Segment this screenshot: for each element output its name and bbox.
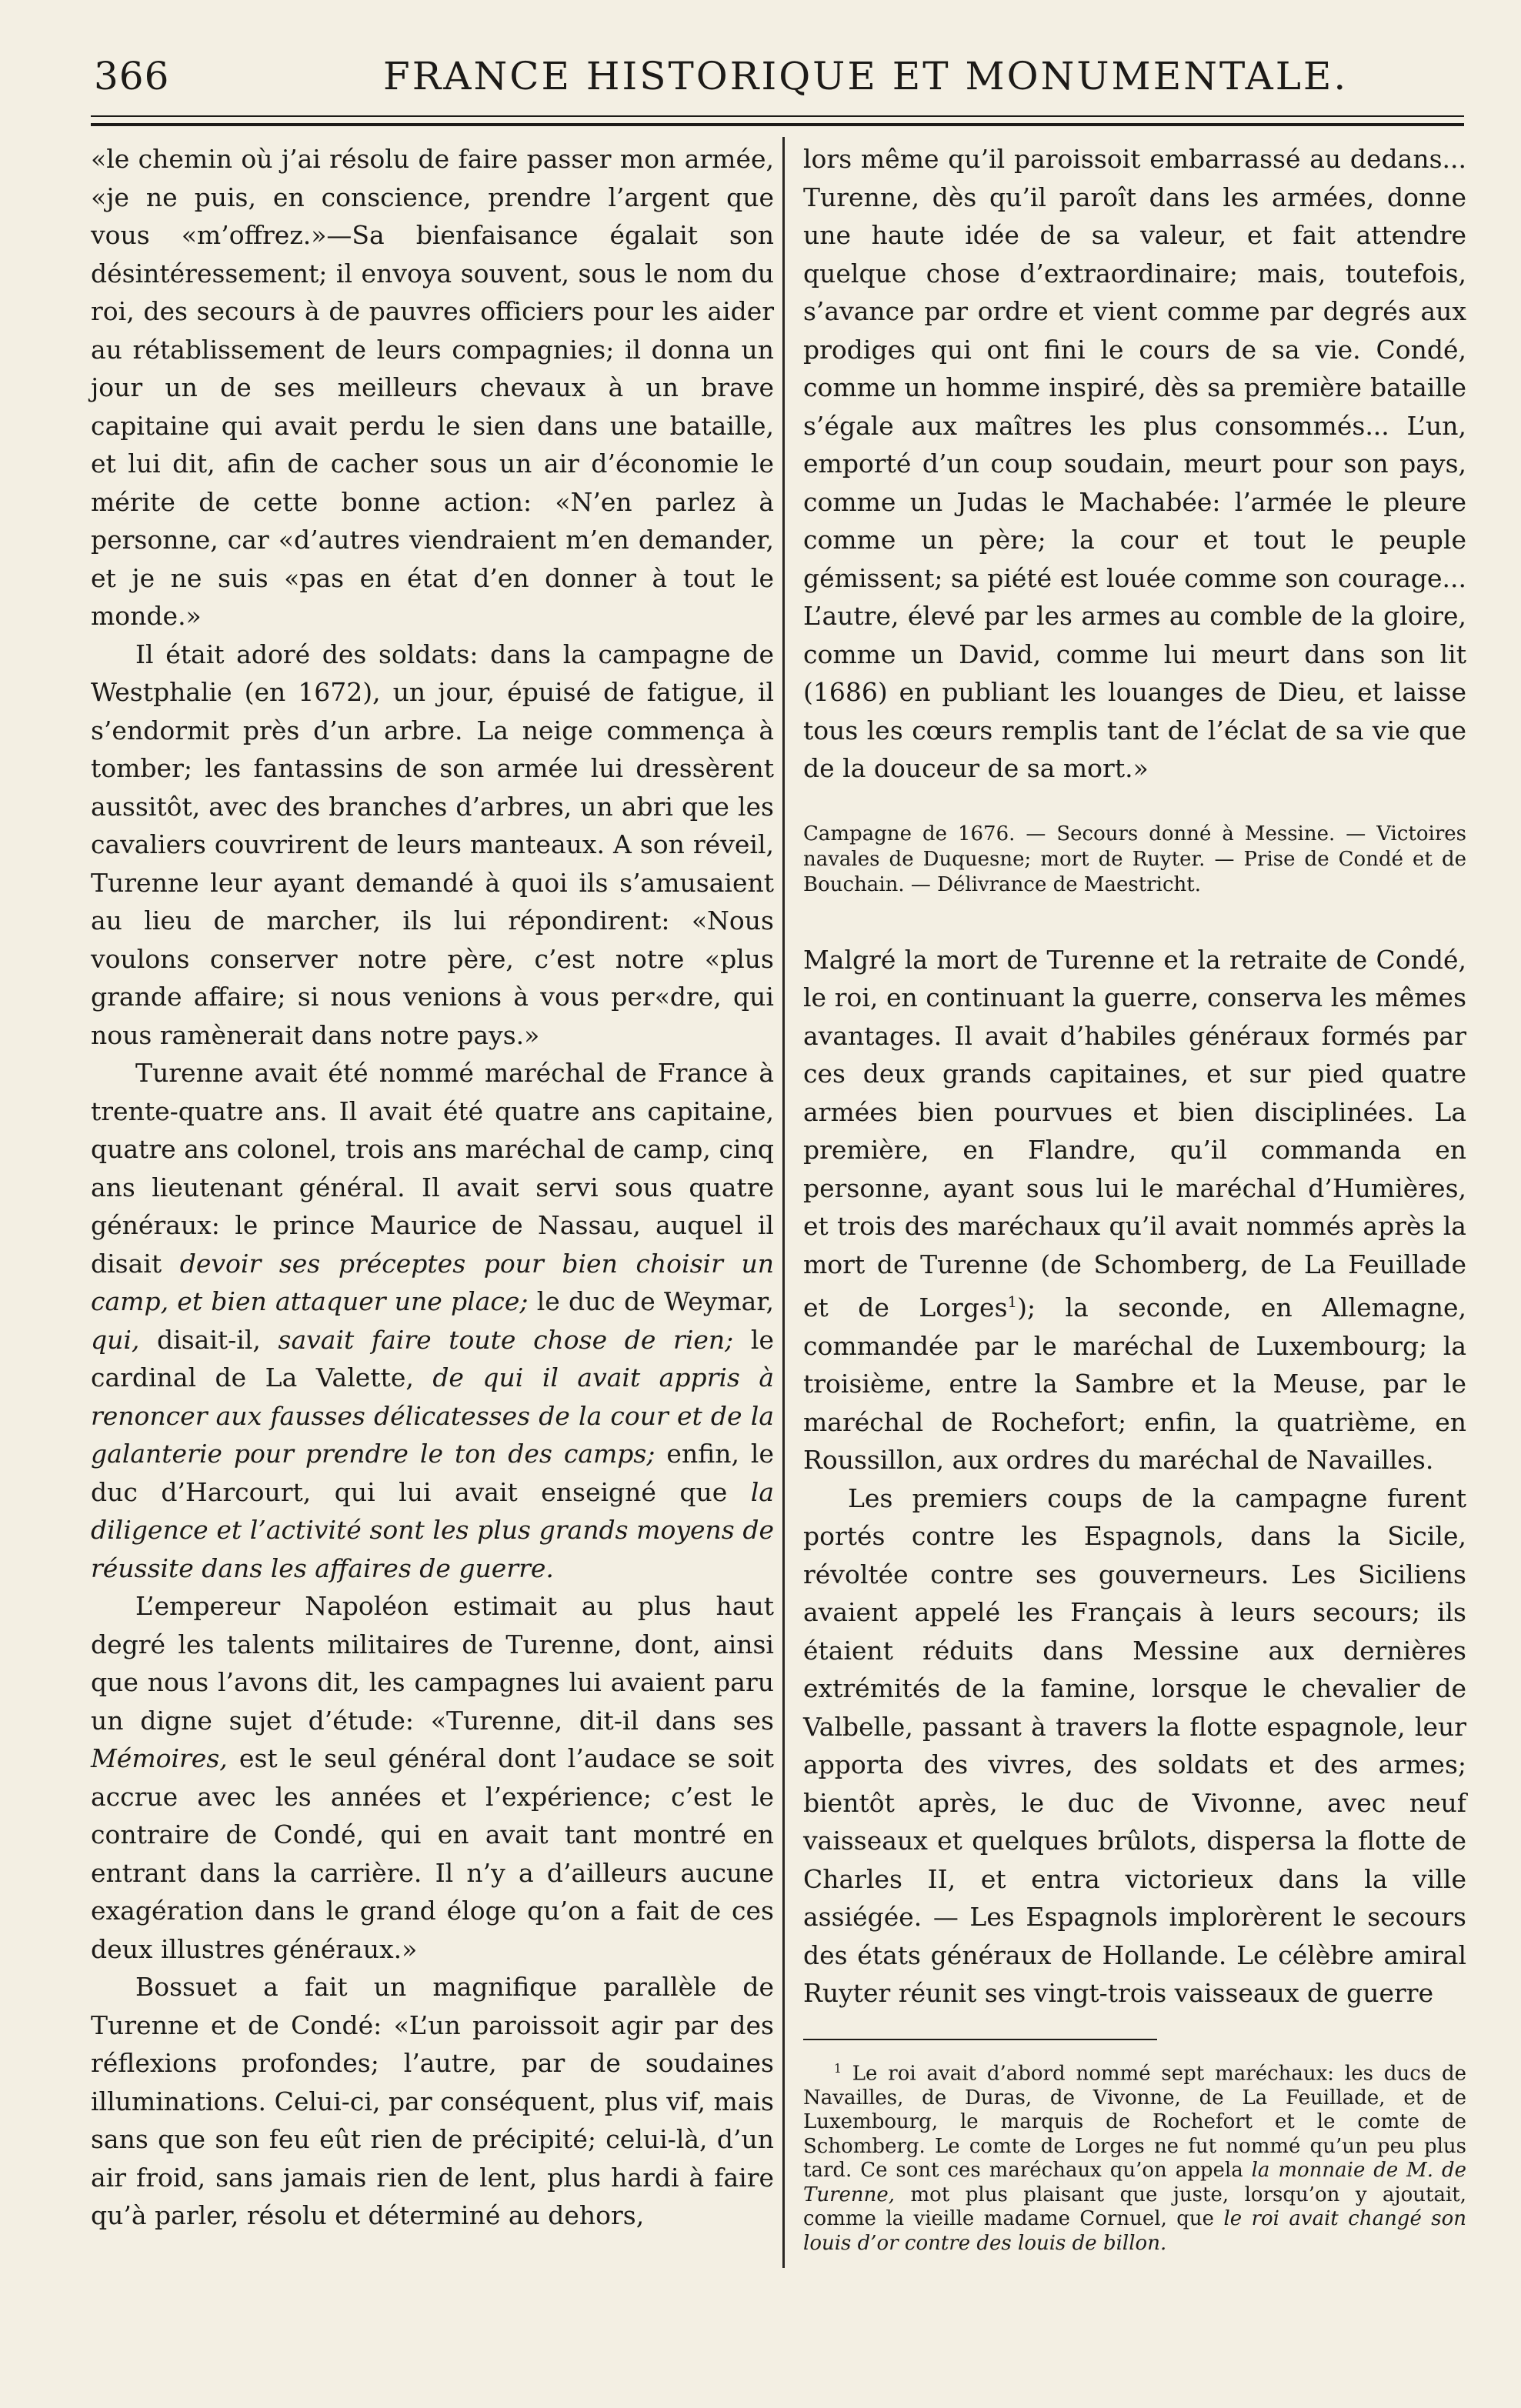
paragraph: Les premiers coups de la campagne furent portés contre les Espagnols, dans la Sicile, révoltée contre ses gouverneurs. Les Siciliens avaient appelé les Français à leurs secours; ils étaient réduits dans Messine aux dernières extrémités de la famine, lorsque le chevalier de Valbelle, passant à travers la flotte espagnole, leur apporta des vivres, des soldats et des armes; bientôt après, le duc de Vivonne, avec neuf vaisseaux et quelques brûlots, dispersa la flotte de Charles II, et entra victorieux dans la ville assiégée. — Les Espagnols implorèrent le secours des états généraux de Hollande. Le célèbre amiral Ruyter réunit ses vingt-trois vaisseaux de guerre [803, 1482, 1466, 2008]
paragraph [91, 1587, 774, 1968]
italic-text: la diligence et l’activité sont les plus grands moyens de réussite dans les affaires de guerre. [91, 1476, 774, 1583]
text-run: est le seul général dont l’audace se soit accrue avec les années et l’expérience; c’est le contraire de Condé, qui en avait tant montré en entrant dans la carrière. Il n’y a d’ailleurs aucune exagération dans le grand éloge qu’on a fait de ces deux illustres généraux.» [91, 1743, 774, 1964]
italic-text: de qui il avait appris à renoncer aux fausses délicatesses de la cour et de la galanterie pour prendre le ton des camps; [91, 1362, 775, 1469]
text-run: le duc de Weymar, [528, 1286, 774, 1316]
paragraph: «le chemin où j’ai résolu de faire passer mon armée, «je ne puis, en conscience, prendre l’argent que vous «m’offrez.»—Sa bienfaisance égalait son désintéressement; il envoya souvent, sous le nom du roi, des secours à de pauvres officiers pour les aider au rétablissement de leurs compagnies; il donna un jour un de ses meilleurs chevaux à un brave capitaine qui avait perdu le sien dans une bataille, et lui dit, afin de cacher sous un air d’économie le mérite de cette bonne action: «N’en parlez à personne, car «d’autres viendraient m’en demander, et je ne suis «pas en état d’en donner à tout le monde.» [91, 144, 774, 631]
section-summary: Campagne de 1676. — Secours donné à Messine. — Victoires navales de Duquesne; mort de Ruyter. — Prise de Condé et de Bouchain. — Délivrance de Maestricht. [803, 822, 1466, 896]
text-run: L’empereur Napoléon estimait au plus haut degré les talents militaires de Turenne, dont, ainsi que nous l’avons dit, les campagnes lui avaient paru un digne sujet d’étude: «Turenne, dit-il dans ses [91, 1591, 774, 1736]
italic-text: devoir ses préceptes pour bien choisir un camp, et bien attaquer une place; [91, 1248, 774, 1316]
footnote [803, 2057, 1466, 2256]
left-column [91, 140, 774, 2235]
italic-text: le roi avait changé son louis d’or contre des louis de billon. [803, 2207, 1466, 2255]
header-rule [91, 115, 1464, 126]
text-run: Malgré la mort de Turenne et la retraite de Condé, le roi, en continuant la guerre, conserva les mêmes avantages. Il avait d’habiles généraux formés par ces deux grands capitaines, et sur pied quatre armées bien pourvues et bien disciplinées. La première, en Flandre, qu’il commanda en personne, ayant sous lui le maréchal d’Humières, et trois des maréchaux qu’il avait nommés après la mort de Turenne (de Schomberg, de La Feuillade et de Lorges [803, 944, 1466, 1322]
column-divider [782, 137, 785, 2268]
paragraph: lors même qu’il paroissoit embarrassé au dedans... Turenne, dès qu’il paroît dans les armées, donne une haute idée de sa valeur, et fait attendre quelque chose d’extraordinaire; mais, toutefois, s’avance par ordre et vient comme par degrés aux prodiges qui ont fini le cours de sa vie. Condé, comme un homme inspiré, dès sa première bataille s’égale aux maîtres les plus consommés... L’un, emporté d’un coup soudain, meurt pour son pays, comme un Judas le Machabée: l’armée le pleure comme un père; la cour et tout le peuple gémissent; sa piété est louée comme son courage... L’autre, élevé par les armes au comble de la gloire, comme un David, comme lui meurt dans son lit (1686) en publiant les louanges de Dieu, et laisse tous les cœurs remplis tant de l’éclat de sa vie que de la douceur de sa mort.» [803, 144, 1466, 783]
text-run: le cardinal de La Valette, [91, 1324, 774, 1392]
italic-text: Mémoires, [91, 1743, 228, 1773]
footnote-reference: 1 [1007, 1293, 1018, 1311]
paragraph [91, 1054, 774, 1587]
footnote-number: 1 [834, 2061, 842, 2076]
paragraph [803, 941, 1466, 1479]
paragraph: Bossuet a fait un magnifique parallèle de Turenne et de Condé: «L’un paroissoit agir par des réflexions profondes; l’autre, par de soudaines illuminations. Celui-ci, par conséquent, plus vif, mais sans que son feu eût rien de précipité; celui-là, d’un air froid, sans jamais rien de lent, plus hardi à faire qu’à parler, résolu et déterminé au dehors, [91, 1972, 774, 2230]
text-run: Le roi avait d’abord nommé sept maréchaux: les ducs de Navailles, de Duras, de Vivonne, de La Feuillade, et de Luxembourg, le marquis de Rochefort et le comte de Schomberg. Le comte de Lorges ne fut nommé qu’un peu plus tard. Ce sont ces maréchaux qu’on appela [803, 2062, 1466, 2183]
running-title: FRANCE HISTORIQUE ET MONUMENTALE. [383, 54, 1349, 98]
footnote-rule [803, 2039, 1157, 2040]
page-header [91, 45, 1476, 106]
text-run: ); la seconde, en Allemagne, commandée par le maréchal de Luxembourg; la troisième, entre la Sambre et la Meuse, par le maréchal de Rochefort; enfin, la quatrième, en Roussillon, aux ordres du maréchal de Navailles. [803, 1292, 1466, 1475]
italic-text: savait faire toute chose de rien; [278, 1324, 734, 1355]
text-run: enfin, le duc d’Harcourt, qui lui avait enseigné que [91, 1439, 774, 1507]
right-column [803, 140, 1466, 2256]
italic-text: qui, [91, 1324, 140, 1355]
text-run: mot plus plaisant que juste, lorsqu’on y ajoutait, comme la vieille madame Cornuel, que [803, 2183, 1466, 2231]
text-run: disait-il, [139, 1324, 279, 1355]
paragraph: Il était adoré des soldats: dans la campagne de Westphalie (en 1672), un jour, épuisé de fatigue, il s’endormit près d’un arbre. La neige commença à tomber; les fantassins de son armée lui dressèrent aussitôt, avec des branches d’arbres, un abri que les cavaliers couvrirent de leurs manteaux. A son réveil, Turenne leur ayant demandé à quoi ils s’amusaient au lieu de marcher, ils lui répondirent: «Nous voulons conserver notre père, c’est notre «plus grande affaire; si nous venions à vous per«dre, qui nous ramènerait dans notre pays.» [91, 639, 774, 1050]
text-run: Turenne avait été nommé maréchal de France à trente-quatre ans. Il avait été quatre ans capitaine, quatre ans colonel, trois ans maréchal de camp, cinq ans lieutenant général. Il avait servi sous quatre généraux: le prince Maurice de Nassau, auquel il disait [91, 1058, 774, 1279]
page-number: 366 [94, 54, 170, 98]
italic-text: la monnaie de M. de Turenne, [803, 2159, 1466, 2206]
